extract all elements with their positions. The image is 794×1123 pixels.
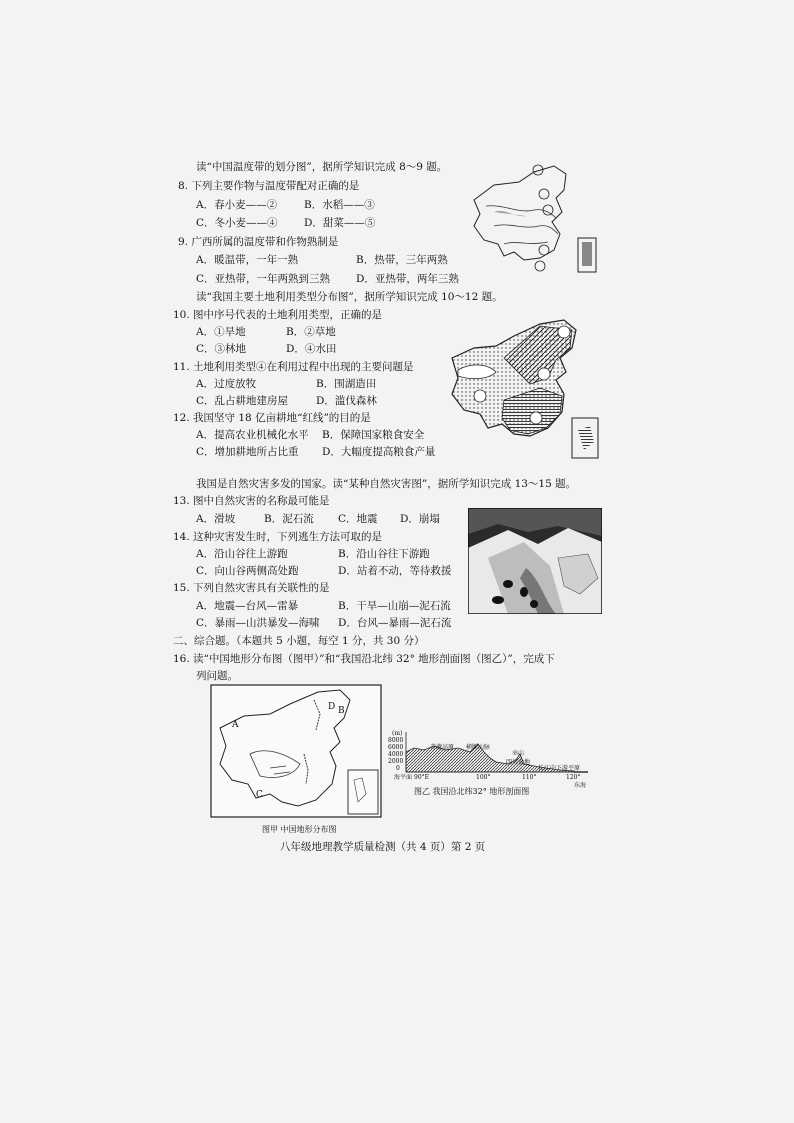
q10-option-d[interactable]: D．④水田 xyxy=(286,343,337,355)
profile-ytick-8000: 8000 xyxy=(388,737,404,744)
profile-label-sichuan: 四川盆地 xyxy=(506,759,531,766)
profile-ytick-6000: 6000 xyxy=(388,744,404,751)
q10-stem: 10. 图中序号代表的土地利用类型，正确的是 xyxy=(173,309,383,321)
q8-option-b[interactable]: B．水稻——③ xyxy=(304,199,375,211)
label-a: A xyxy=(232,720,239,730)
q9-option-b[interactable]: B．热带，三年两熟 xyxy=(356,254,448,266)
q11-option-d[interactable]: D．滥伐森林 xyxy=(316,395,377,407)
q13-option-a[interactable]: A．滑坡 xyxy=(196,513,236,525)
intro-10-12: 读“我国主要土地利用类型分布图”，据所学知识完成 10～12 题。 xyxy=(196,291,503,303)
profile-label-qingzang: 青藏高原 xyxy=(430,744,455,751)
q10-option-b[interactable]: B．②草地 xyxy=(286,326,336,338)
q14-option-d[interactable]: D．站着不动，等待救援 xyxy=(338,565,452,577)
q15-option-c[interactable]: C．暴雨—山洪暴发—海啸 xyxy=(196,617,320,629)
q15-option-d[interactable]: D．台风—暴雨—泥石流 xyxy=(338,617,452,629)
section-2-heading: 二、综合题。（本题共 5 小题，每空 1 分，共 30 分） xyxy=(173,635,425,647)
land-use-map xyxy=(444,318,604,464)
fig-jia-caption: 图甲 中国地形分布图 xyxy=(262,825,337,834)
intro-8-9: 读“中国温度带的划分图”，据所学知识完成 8～9 题。 xyxy=(196,161,448,173)
profile-xtick-90: 90°E xyxy=(414,774,430,781)
q11-option-c[interactable]: C．乱占耕地建房屋 xyxy=(196,395,289,407)
q13-option-b[interactable]: B．泥石流 xyxy=(264,513,314,525)
q9-option-c[interactable]: C．亚热带，一年两熟到三熟 xyxy=(196,273,331,285)
q14-option-c[interactable]: C．向山谷两侧高处跑 xyxy=(196,565,299,577)
q12-option-c[interactable]: C．增加耕地所占比重 xyxy=(196,446,299,458)
profile-ytick-0: 0 xyxy=(396,765,400,772)
q11-option-b[interactable]: B．围湖造田 xyxy=(316,378,377,390)
profile-unit: (m) xyxy=(392,730,403,737)
q10-option-c[interactable]: C．③林地 xyxy=(196,343,247,355)
q12-stem: 12. 我国坚守 18 亿亩耕地“红线”的目的是 xyxy=(173,412,371,424)
q9-option-a[interactable]: A．暖温带，一年一熟 xyxy=(196,254,299,266)
q8-option-c[interactable]: C．冬小麦——④ xyxy=(196,217,278,229)
profile-east-sea: 东海 xyxy=(574,782,587,789)
q8-stem: 8. 下列主要作物与温度带配对正确的是 xyxy=(178,180,360,192)
profile-label-wushan: 巫山 xyxy=(512,750,525,757)
q16-stem-line1: 16. 读“中国地形分布图（图甲）”和“我国沿北纬 32° 地形剖面图（图乙）”，完成下 xyxy=(173,653,555,665)
q14-stem: 14. 这种灾害发生时，下列逃生方法可取的是 xyxy=(173,531,383,543)
profile-xtick-110: 110° xyxy=(522,774,537,781)
q9-stem: 9. 广西所属的温度带和作物熟制是 xyxy=(178,236,339,248)
profile-label-changjiang: 长江中下游平原 xyxy=(538,765,581,772)
q13-option-c[interactable]: C．地震 xyxy=(338,513,378,525)
q15-option-a[interactable]: A．地震—台风—雷暴 xyxy=(196,600,299,612)
q11-option-a[interactable]: A．过度放牧 xyxy=(196,378,257,390)
profile-xtick-100: 100° xyxy=(476,774,491,781)
q9-option-d[interactable]: D．亚热带，两年三熟 xyxy=(356,273,459,285)
q14-option-a[interactable]: A．沿山谷往上游跑 xyxy=(196,548,288,560)
china-terrain-map xyxy=(210,684,382,818)
q13-stem: 13. 图中自然灾害的名称最可能是 xyxy=(173,495,330,507)
q12-option-b[interactable]: B．保障国家粮食安全 xyxy=(322,429,425,441)
q10-option-a[interactable]: A．①旱地 xyxy=(196,326,246,338)
profile-xtick-120: 120° xyxy=(566,774,581,781)
q11-stem: 11. 土地利用类型④在利用过程中出现的主要问题是 xyxy=(173,361,414,373)
q8-option-d[interactable]: D．甜菜——⑤ xyxy=(304,217,376,229)
label-c: C xyxy=(256,790,263,800)
label-b: B xyxy=(338,706,345,716)
profile-ytick-2000: 2000 xyxy=(388,758,404,765)
temperature-zone-map xyxy=(464,160,604,280)
q14-option-b[interactable]: B．沿山谷往下游跑 xyxy=(338,548,430,560)
intro-13-15: 我国是自然灾害多发的国家。读“某种自然灾害图”，据所学知识完成 13～15 题。 xyxy=(196,478,577,490)
q8-option-a[interactable]: A．春小麦——② xyxy=(196,199,278,211)
q12-option-a[interactable]: A．提高农业机械化水平 xyxy=(196,429,309,441)
profile-sea-level: 海平面 xyxy=(394,774,413,781)
q15-option-b[interactable]: B．干旱—山崩—泥石流 xyxy=(338,600,451,612)
q13-option-d[interactable]: D．崩塌 xyxy=(400,513,440,525)
q15-stem: 15. 下列自然灾害具有关联性的是 xyxy=(173,582,330,594)
q12-option-d[interactable]: D．大幅度提高粮食产量 xyxy=(322,446,436,458)
profile-ytick-4000: 4000 xyxy=(388,751,404,758)
natural-disaster-picture xyxy=(468,508,602,614)
profile-label-hengduan: 横断山脉 xyxy=(466,744,491,751)
label-d: D xyxy=(328,702,336,712)
q16-stem-line2: 列问题。 xyxy=(196,670,238,682)
page-footer: 八年级地理教学质量检测（共 4 页）第 2 页 xyxy=(280,841,486,853)
fig-yi-caption: 图乙 我国沿北纬32° 地形剖面图 xyxy=(414,787,530,796)
